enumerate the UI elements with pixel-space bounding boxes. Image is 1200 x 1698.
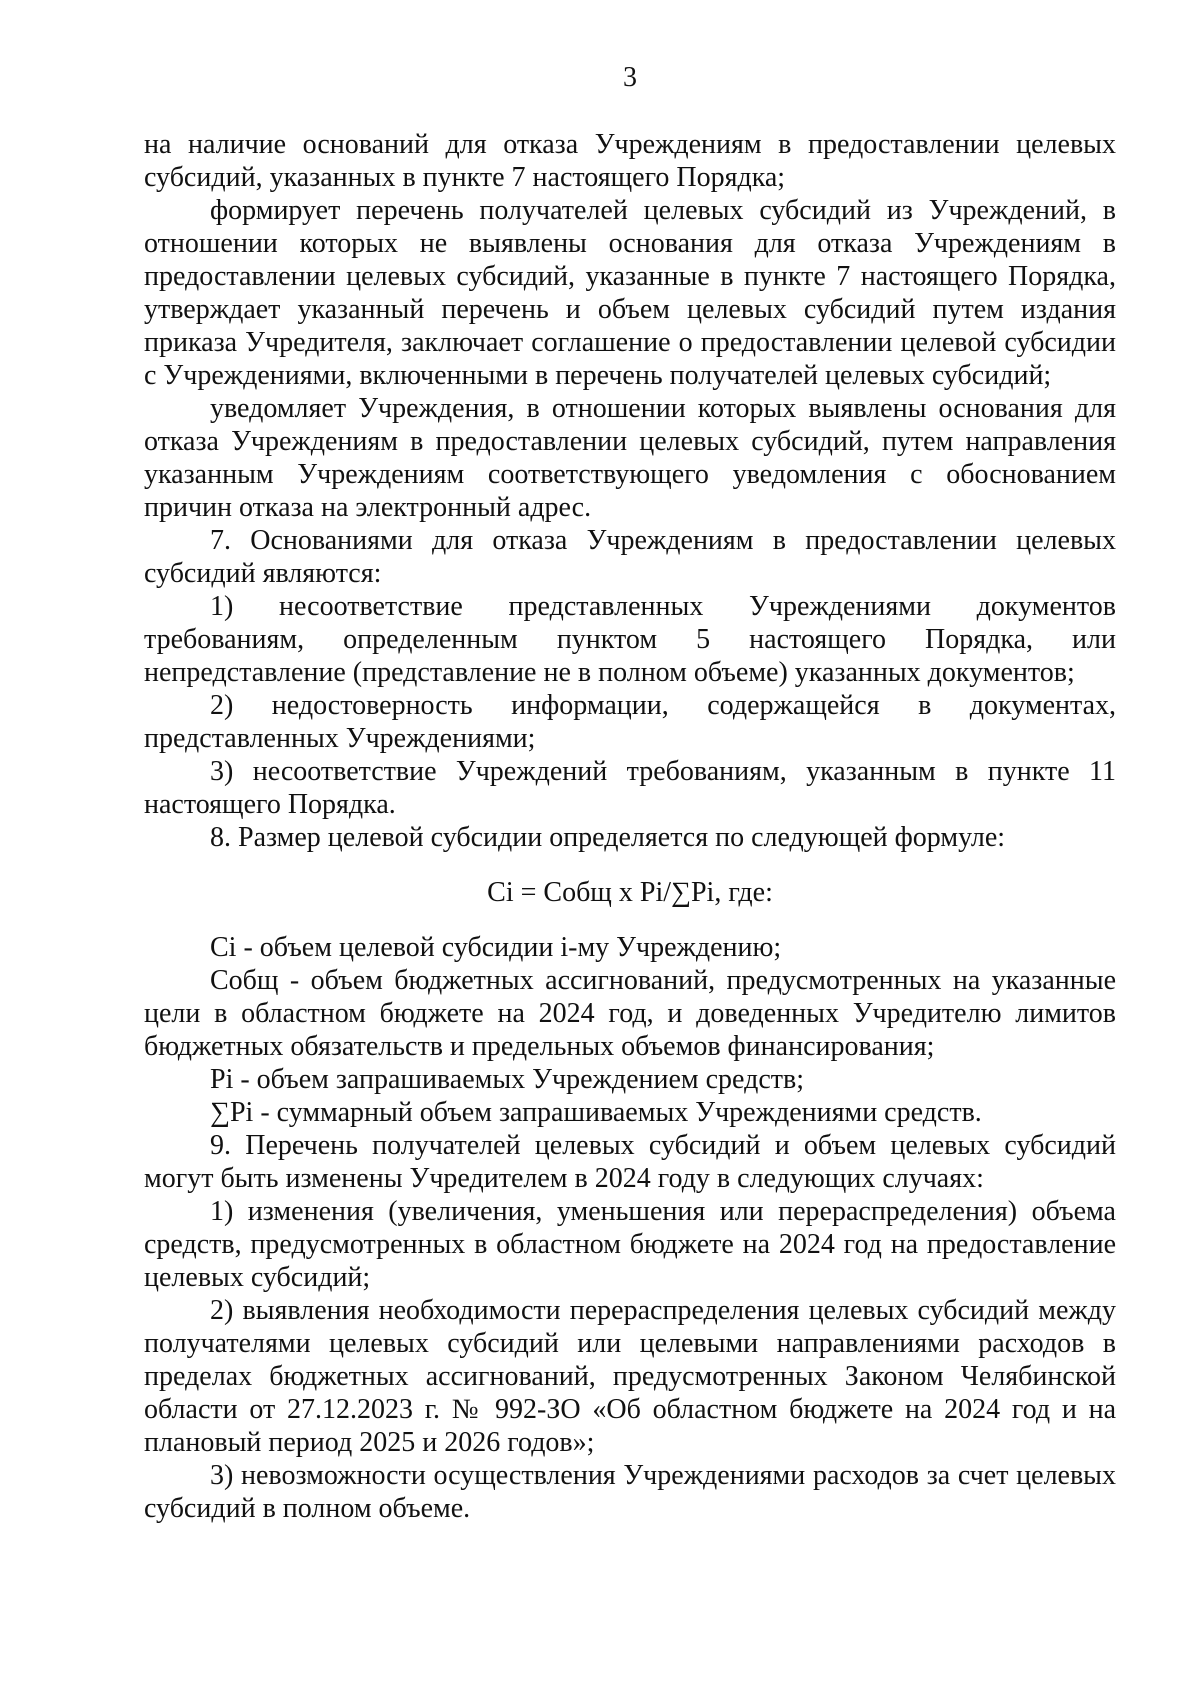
- formula: Ci = Cобщ x Pi/∑Pi, где:: [487, 877, 773, 908]
- list-item: 1) несоответствие представленных Учреждениями документов требованиям, определенным пунктом 5 настоящего Порядка, или непредставление (представление не в полном объеме) указанных документов;: [144, 591, 1116, 688]
- paragraph: на наличие оснований для отказа Учреждениям в предоставлении целевых субсидий, указанных в пункте 7 настоящего Порядка;: [144, 129, 1116, 193]
- document-body: [144, 128, 1116, 1525]
- document-page: [144, 0, 1116, 1698]
- paragraph: уведомляет Учреждения, в отношении которых выявлены основания для отказа Учреждениям в предоставлении целевых субсидий, путем направления указанным Учреждениям соответствующего уведомления с обоснованием причин отказа на электронный адрес.: [144, 393, 1116, 523]
- list-item: 3) несоответствие Учреждений требованиям, указанным в пункте 11 настоящего Порядка.: [144, 756, 1116, 820]
- list-item: 3) невозможности осуществления Учреждениями расходов за счет целевых субсидий в полном объеме.: [144, 1460, 1116, 1524]
- page-number: 3: [623, 62, 637, 93]
- formula-definition: Pi - объем запрашиваемых Учреждением средств;: [210, 1064, 805, 1095]
- formula-definition: Cобщ - объем бюджетных ассигнований, предусмотренных на указанные цели в областном бюджете на 2024 год, и доведенных Учредителю лимитов бюджетных обязательств и предельных объемов финансирования;: [144, 965, 1116, 1062]
- paragraph: 8. Размер целевой субсидии определяется по следующей формуле:: [210, 822, 1006, 853]
- paragraph: 7. Основаниями для отказа Учреждениям в предоставлении целевых субсидий являются:: [144, 525, 1116, 589]
- formula-definition: Ci - объем целевой субсидии i-му Учреждению;: [210, 932, 782, 963]
- list-item: 1) изменения (увеличения, уменьшения или перераспределения) объема средств, предусмотренных в областном бюджете на 2024 год на предоставление целевых субсидий;: [144, 1196, 1116, 1293]
- paragraph: 9. Перечень получателей целевых субсидий и объем целевых субсидий могут быть изменены Учредителем в 2024 году в следующих случаях:: [144, 1130, 1116, 1194]
- paragraph: формирует перечень получателей целевых субсидий из Учреждений, в отношении которых не выявлены основания для отказа Учреждениям в предоставлении целевых субсидий, указанные в пункте 7 настоящего Порядка, утверждает указанный перечень и объем целевых субсидий путем издания приказа Учредителя, заключает соглашение о предоставлении целевой субсидии с Учреждениями, включенными в перечень получателей целевых субсидий;: [144, 195, 1116, 391]
- list-item: 2) недостоверность информации, содержащейся в документах, представленных Учреждениями;: [144, 690, 1116, 754]
- formula-definition: ∑Pi - суммарный объем запрашиваемых Учреждениями средств.: [210, 1097, 982, 1128]
- list-item: 2) выявления необходимости перераспределения целевых субсидий между получателями целевых субсидий или целевыми направлениями расходов в пределах бюджетных ассигнований, предусмотренных Законом Челябинской области от 27.12.2023 г. № 992-ЗО «Об областном бюджете на 2024 год и на плановый период 2025 и 2026 годов»;: [144, 1295, 1116, 1458]
